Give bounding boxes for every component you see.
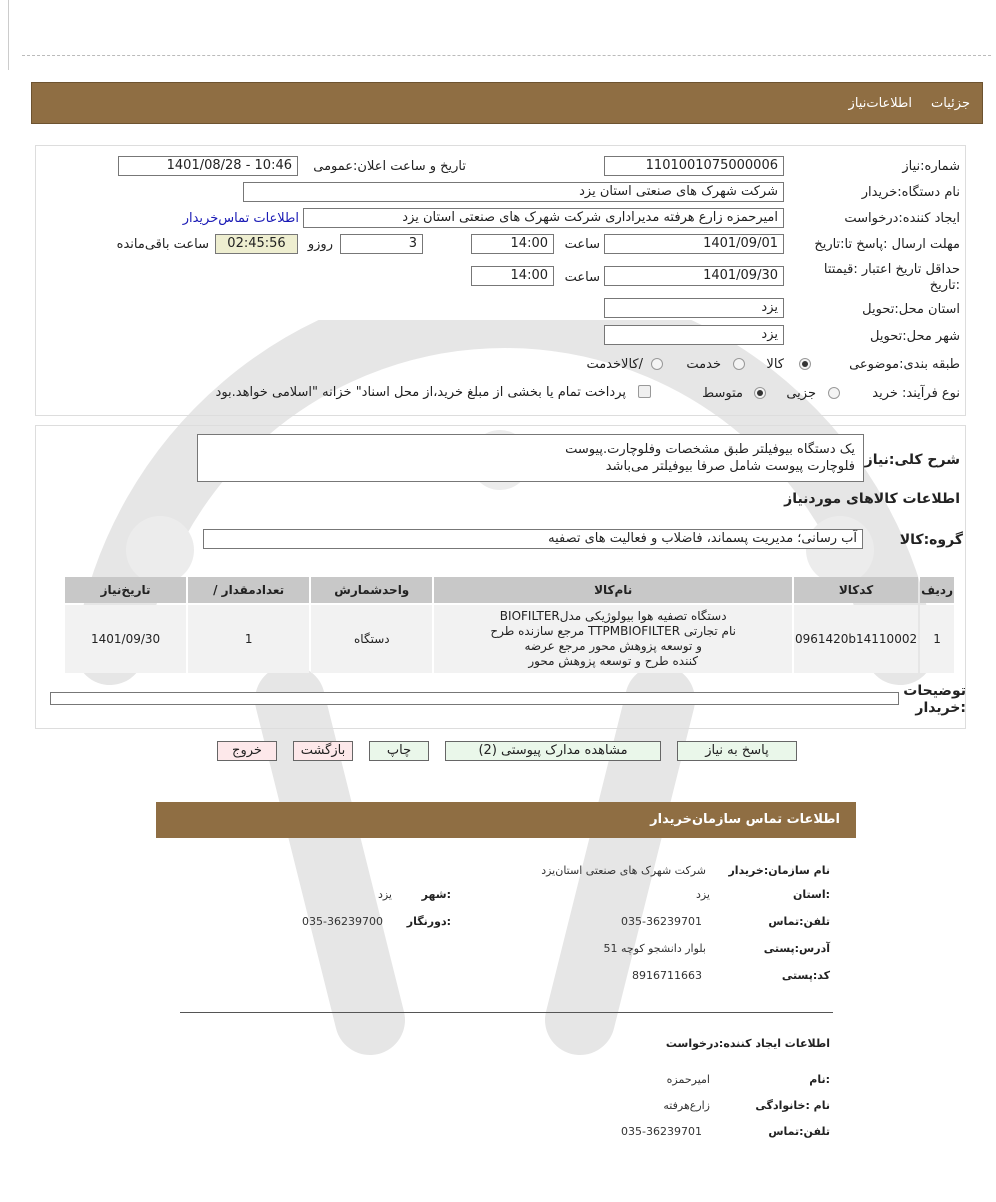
radio-service-label: خدمت [686, 357, 721, 372]
creator-family-label: نام :خانوادگی [755, 1099, 830, 1112]
contact-phone-value: 035-36239701 [621, 915, 702, 928]
contact-city-value: یزد [377, 888, 392, 901]
treasury-payment-note: پرداخت تمام یا بخشی از مبلغ خرید،از محل اسناد" خزانه "اسلامی خواهد.بود [215, 385, 626, 400]
radio-medium[interactable] [754, 387, 766, 399]
contact-header-bar [156, 802, 856, 838]
province-field: یزد [604, 298, 784, 318]
need-number-label: شماره:نیاز [902, 159, 960, 174]
goods-table [63, 575, 956, 675]
contact-postal-value: 8916711663 [632, 969, 702, 982]
goods-group-label: گروه:کالا [899, 532, 963, 548]
back-button[interactable]: بازگشت [293, 741, 353, 761]
th-unit: واحدشمارش [311, 577, 432, 603]
buyer-contact-link[interactable]: اطلاعات تماس‌خریدار [182, 211, 299, 226]
contact-fax-label: :دورنگار [406, 915, 451, 928]
buyer-notes-field [50, 692, 899, 705]
process-label: نوع فرآیند: خرید [872, 386, 960, 401]
need-number-field: 1101001075000006 [604, 156, 784, 176]
goods-name-line-4: کننده طرح و توسعه پزوهش محور [528, 654, 699, 668]
radio-service[interactable] [733, 358, 745, 370]
contact-org-value: شرکت شهرک های صنعتی استان‌یزد [541, 864, 706, 877]
city-field: یزد [604, 325, 784, 345]
contact-city-label: :شهر [421, 888, 451, 901]
table-header-row [65, 577, 954, 603]
view-attachments-button[interactable]: مشاهده مدارک پیوستی (2) [445, 741, 661, 761]
radio-partial-label: جزیی [786, 386, 816, 401]
th-need-date: تاریخ‌نیاز [65, 577, 186, 603]
summary-box [197, 434, 864, 482]
creator-name-value: امیرحمزه [666, 1073, 710, 1086]
creator-phone-label: تلفن:تماس [768, 1125, 830, 1138]
summary-line-2: فلوچارت پیوست شامل صرفا بیوفیلتر می‌باشد [605, 459, 855, 474]
summary-label: شرح کلی:نیاز [864, 452, 960, 468]
creator-title: اطلاعات ایجاد کننده:درخواست [665, 1037, 830, 1050]
buyer-notes-label: توضیحات :خریدار [903, 683, 966, 716]
contact-fax-value: 035-36239700 [302, 915, 383, 928]
remaining-time: 02:45:56 [215, 234, 298, 254]
left-guide-line [8, 0, 9, 70]
requester-field: امیرحمزه زارع هرفته مدیراداری شرکت شهرک های صنعتی استان یزد [303, 208, 784, 228]
contact-address-label: آدرس:پستی [763, 942, 830, 955]
goods-name-line-1: دستگاه تصفیه هوا بیولوژیکی مدلBIOFILTER [499, 609, 727, 623]
goods-info-title: اطلاعات کالاهای موردنیاز [784, 491, 960, 507]
exit-button[interactable]: خروج [217, 741, 277, 761]
summary-line-1: یک دستگاه بیوفیلتر طبق مشخصات وفلوچارت.پیوست [565, 442, 855, 457]
requester-label: ایجاد کننده:درخواست [844, 211, 960, 226]
announce-label: تاریخ و ساعت اعلان:عمومی [313, 159, 466, 174]
buyer-org-field: شرکت شهرک های صنعتی استان یزد [243, 182, 784, 202]
table-row [65, 605, 954, 673]
goods-group-field: آب رسانی؛ مدیریت پسماند، فاضلاب و فعالیت های تصفیه [203, 529, 863, 549]
contact-phone-label: تلفن:تماس [768, 915, 830, 928]
contact-province-value: یزد [695, 888, 710, 901]
creator-phone-value: 035-36239701 [621, 1125, 702, 1138]
contact-title: اطلاعات تماس سازمان‌خریدار [650, 812, 840, 827]
city-label: شهر محل:تحویل [870, 329, 960, 344]
treasury-payment-checkbox[interactable] [638, 385, 651, 398]
cell-goods-name [434, 605, 792, 673]
buyer-org-label: نام دستگاه:خریدار [861, 185, 960, 200]
validity-time-field: 14:00 [471, 266, 554, 286]
details-header-bar [31, 82, 983, 124]
radio-partial[interactable] [828, 387, 840, 399]
contact-divider [180, 1012, 833, 1013]
deadline-time-field: 14:00 [471, 234, 554, 254]
contact-province-label: :استان [793, 888, 830, 901]
province-label: استان محل:تحویل [862, 302, 960, 317]
th-quantity: / تعدادمقدار [188, 577, 309, 603]
days-field: 3 [340, 234, 423, 254]
radio-goods-label: کالا [766, 357, 784, 372]
radio-goods-service[interactable] [651, 358, 663, 370]
goods-name-line-2: نام تجارتی TTPMBIOFILTER مرجع سازنده طرح [490, 624, 736, 638]
deadline-date-field: 1401/09/01 [604, 234, 784, 254]
creator-name-label: :نام [809, 1073, 830, 1086]
th-goods-code: کدکالا [794, 577, 918, 603]
goods-name-line-3: و توسعه پزوهش محور مرجع عرضه [524, 639, 702, 653]
contact-org-label: نام سازمان:خریدار [728, 864, 830, 877]
contact-postal-label: کد:پستی [781, 969, 830, 982]
th-goods-name: نام‌کالا [434, 577, 792, 603]
contact-address-value: بلوار دانشجو کوچه 51 [603, 942, 706, 955]
reply-button[interactable]: پاسخ به نیاز [677, 741, 797, 761]
th-row-index: ردیف [920, 577, 954, 603]
days-label: روزو [307, 237, 333, 252]
deadline-time-label: ساعت [564, 237, 600, 252]
announce-field: 1401/08/28 - 10:46 [118, 156, 298, 176]
remaining-label: ساعت باقی‌مانده [116, 237, 209, 252]
tab-need-info[interactable]: اطلاعات‌نیاز [848, 96, 912, 111]
print-button[interactable]: چاپ [369, 741, 429, 761]
deadline-label: مهلت ارسال :پاسخ تا:تاریخ [814, 237, 960, 252]
creator-family-value: زارع‌هرفته [663, 1099, 710, 1112]
category-label: طبقه بندی:موضوعی [849, 357, 960, 372]
validity-time-label: ساعت [564, 270, 600, 285]
top-divider [22, 55, 991, 56]
tab-details[interactable]: جزئیات [931, 96, 970, 111]
radio-medium-label: متوسط [702, 386, 743, 401]
validity-label: حداقل تاریخ اعتبار :قیمتتا :تاریخ [823, 262, 960, 293]
radio-goods[interactable] [799, 358, 811, 370]
cell-quantity: 1 [188, 605, 309, 673]
cell-goods-code: 0961420b14110002 [794, 605, 918, 673]
cell-need-date: 1401/09/30 [65, 605, 186, 673]
validity-date-field: 1401/09/30 [604, 266, 784, 286]
radio-goods-service-label: /کالاخدمت [586, 357, 643, 372]
cell-unit: دستگاه [311, 605, 432, 673]
cell-row-index: 1 [920, 605, 954, 673]
